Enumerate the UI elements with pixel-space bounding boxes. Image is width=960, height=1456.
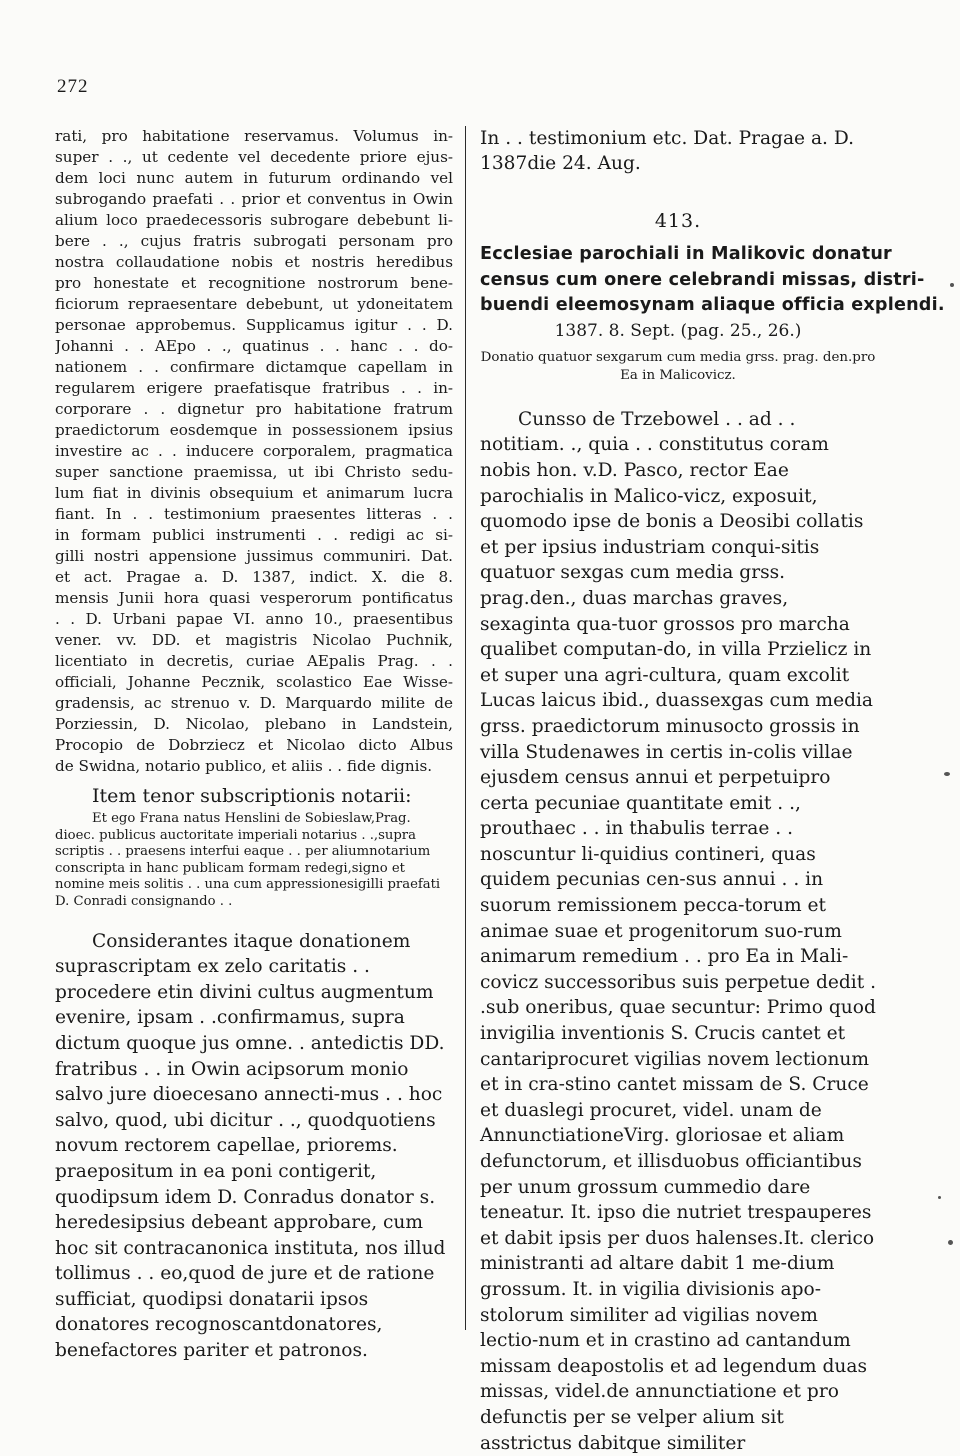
text-line: pro honestate et recognitione nostrorum bene- [55,274,453,292]
text-line: die 24. Aug. [527,153,641,174]
text-line: apostolis et ad legendum duas missas, videl. [480,1355,867,1403]
text-line: sus annui . . in suorum remissionem pecca- [480,869,824,917]
text-line: licentiato in decretis, curiae AEpalis Prag. . . [55,652,453,670]
text-line: confirmamus, supra dictum quoque jus omne [55,1007,405,1054]
text-line: Johanni . . AEpo . ., quatinus . . hanc . . do- [55,337,453,355]
text-line: pro certa pecuniae quantitate emit . ., prout [480,767,831,840]
text-line: ficiorum repraesentare debebunt, ut ydoneitatem [55,295,453,313]
text-line: stino cantet missam de S. Cruce et duas [480,1074,869,1121]
text-line: canonica instituta, nos illud tollimus . . eo, [55,1237,446,1285]
text-line: duobus officiantibus per unum grossum cum [480,1151,862,1198]
text-line: It. clerico ministranti ad altare dabit 1 me- [480,1227,875,1275]
text-line: quod de jure et de ratione sufficiat, quod [55,1263,435,1310]
text-line: lum fiat in divinis obsequium et animarum lucra [55,484,453,502]
text-line: corporare . . dignetur pro habitatione fratrum [55,400,453,418]
text-line: nationem . . confirmare dictamque capellam in [55,358,453,376]
text-line: fiant. In . . testimonium praesentes litteras . . [55,505,453,523]
text-line: num et in crastino ad cantandum missam de [480,1330,851,1377]
text-line: Cunsso de Trzebowel . . ad . . notitiam [480,408,796,456]
text-line: officiali, Johanne Pecznik, scolastico Eae Wisse- [55,673,453,691]
text-line: den., duas marchas graves, sexaginta qua- [480,587,789,635]
text-line: covicz successoribus suis perpetue dedit . . [480,971,876,1019]
confirmation-text [55,929,453,1364]
text-line: rum animarum remedium . . pro Ea in Mali- [480,920,849,968]
text-line: Prag. dioec. publicus auctoritate imperiali notarius . ., [55,811,411,843]
scan-speck [948,1240,953,1245]
text-line: mus . . hoc salvo, quod, ubi dicitur . ., quod [55,1084,443,1131]
text-line: D. Pasco, rector Eae parochialis in Malico- [480,459,789,507]
scan-speck [944,772,950,776]
text-line: . ., quia . . constitutus coram nobis hon. v. [480,434,829,481]
text-line: sexgas cum media grss. praedictorum minus [480,690,874,737]
subscription-heading: Item tenor subscriptionis notarii: [92,785,412,807]
document-summary [480,349,876,385]
text-line: supra scriptis . . praesens interfui eaque . . per alium [55,827,416,860]
text-line: in divini cultus augmentum evenire, ipsam . . [55,981,434,1029]
text-line: investire ac . . inducere corporalem, pragmatica [55,442,453,460]
text-line: vener. vv. DD. et magistris Nicolao Puchnik, [55,631,453,649]
text-line: ipsi donatarii ipsos donatores recognoscant [55,1288,369,1336]
text-line: dium grossum. It. in vigilia divisionis apo- [480,1253,835,1300]
notary-subscription [55,811,453,911]
charter-text [55,126,453,777]
text-line: alium loco praedecessoris subrogare debebunt li- [55,211,453,229]
text-line: Virg. gloriosae et aliam defunctorum, et illis [480,1125,845,1172]
text-line: Considerantes itaque donationem supra [55,930,411,978]
text-line: quidius contineri, quas quidem pecunias cen- [480,843,816,891]
left-column [55,126,453,1364]
text-line: census cum onere celebrandi missas, distri- [480,269,925,290]
text-line: dem loci nunc autem in futurum ordinando vel [55,169,453,187]
text-line: haec . . in thabulis terrae . . noscuntur li- [480,818,794,865]
text-line: notarium conscripta in hanc publicam formam redegi, [55,844,431,876]
text-line: torum et animae suae et progenitorum suo- [480,895,826,942]
document-number: 413. [654,210,702,232]
text-line: subrogando praefati . . prior et conventus in Owin [55,190,453,208]
text-line: super . ., ut cedente vel decedente priore ejus- [55,148,453,166]
page-number: 272 [57,76,89,97]
closing-formula [480,126,876,176]
text-line: ipsius debeant approbare, cum hoc sit contra [55,1212,424,1259]
text-line: ipsum idem D. Conradus donator s. heredes [55,1186,436,1234]
text-line: in formam publici instrumenti . . redigi ac si- [55,526,453,544]
text-line: de annunctiatione et pro defunctis per se vel [480,1381,839,1428]
text-line: donatores, benefactores pariter et patronos. [55,1314,383,1362]
right-column [480,126,945,1456]
text-line: stolorum similiter ad vigilias novem lectio- [480,1304,818,1352]
text-line: scriptam ex zelo caritatis . . procedere et [55,956,370,1003]
text-line: sigilli praefati D. Conradi consignando . . [55,877,441,909]
text-line: ipsorum monio salvo jure dioecesano annecti- [55,1058,409,1106]
text-line: pauperes et dabit ipsis per duos halenses. [480,1202,872,1249]
text-line: praedictorum eosdemque in possessionem ipsius [55,421,453,439]
document-body [480,407,876,1456]
text-line: rati, pro habitatione reservamus. Volumus in- [55,127,453,145]
text-line: legi procuret, videl. unam de Annunctiatione [480,1099,822,1147]
text-line: procuret vigilias novem lectionum et in cra- [480,1048,870,1096]
text-line: de Swidna, notario publico, et aliis . . fide dignis. [55,757,433,775]
text-line: gradensis, ac strenuo v. D. Marquardo milite de [55,694,453,712]
text-line: Ecclesiae parochiali in Malikovic donatur [480,244,892,264]
column-divider [465,126,466,1330]
text-line: sitis quatuor sexgas cum media grss. prag. [480,536,820,609]
text-line: s. praepositum in ea poni contigerit, quod [55,1135,398,1208]
text-line: bere . ., cujus fratris subrogati personam pro [55,232,453,250]
text-line: do, in villa Przielicz in et super una agri- [480,639,872,686]
text-line: gilli nostri appensione jussimus communiri. Dat. [55,547,453,565]
text-line: Porziessin, D. Nicolao, plebano in Landstein, [55,715,453,733]
document-date: 1387. 8. Sept. (pag. 25., 26.) [554,320,802,341]
text-line: . . antedictis DD. fratribus . . in Owin ac [55,1032,445,1080]
scan-speck [938,1196,941,1199]
text-line: buendi eleemosynam aliaque officia explendi. [480,295,945,316]
text-line: super sanctione praemissa, ut ibi Christo sedu- [55,463,453,481]
text-line: signo et nomine meis solitis . . una cum appressione [55,860,405,893]
text-line: Donatio quatuor sexgarum cum media grss. prag. den. [480,349,853,365]
text-line: vicz, exposuit, quomodo ipse de bonis a Deo [480,485,818,533]
text-line: mensis Junii hora quasi vesperorum pontificatus [55,589,453,607]
text-line: sibi collatis et per ipsius industriam conqui- [480,511,864,558]
document-title [480,242,945,319]
text-line: pro Ea in Malicovicz. [620,349,876,383]
text-line: nostra collaudatione nobis et nostris heredibus [55,253,453,271]
text-line: personae approbemus. Supplicamus igitur . . D. [55,316,453,334]
text-line: regularem erigere praefatisque fratribus . . in- [55,379,453,397]
text-line: tuor grossos pro marcha qualibet computan- [480,613,850,661]
scan-speck [950,283,954,287]
text-line: per alium sit asstrictus dabitque similiter [480,1406,784,1454]
text-line: quotiens novum rectorem capellae, priorem [55,1109,436,1157]
text-line: Procopio de Dobrziecz et Nicolao dicto Albus [55,736,453,754]
text-line: Et ego Frana natus Henslini de Sobieslaw, [92,811,376,826]
text-line: et act. Pragae a. D. 1387, indict. X. die 8. [55,568,453,586]
text-line: sub oneribus, quae secuntur: Primo quod in [480,997,876,1045]
text-line: vigilia inventionis S. Crucis cantet et cantari [480,1023,846,1070]
text-line: In . . testimonium etc. Dat. Pragae a. D. 1387 [480,128,855,174]
text-line: cultura, quam excolit Lucas laicus ibid., duas [480,664,850,712]
text-line: . . D. Urbani papae VI. anno 10., praesentibus [55,610,453,628]
text-line: colis villae ejusdem census annui et perpetui [480,741,853,789]
text-line: octo grossis in villa Studenawes in certis in- [480,715,860,763]
text-line: medio dare teneatur. It. ipso die nutriet tres [480,1176,811,1224]
